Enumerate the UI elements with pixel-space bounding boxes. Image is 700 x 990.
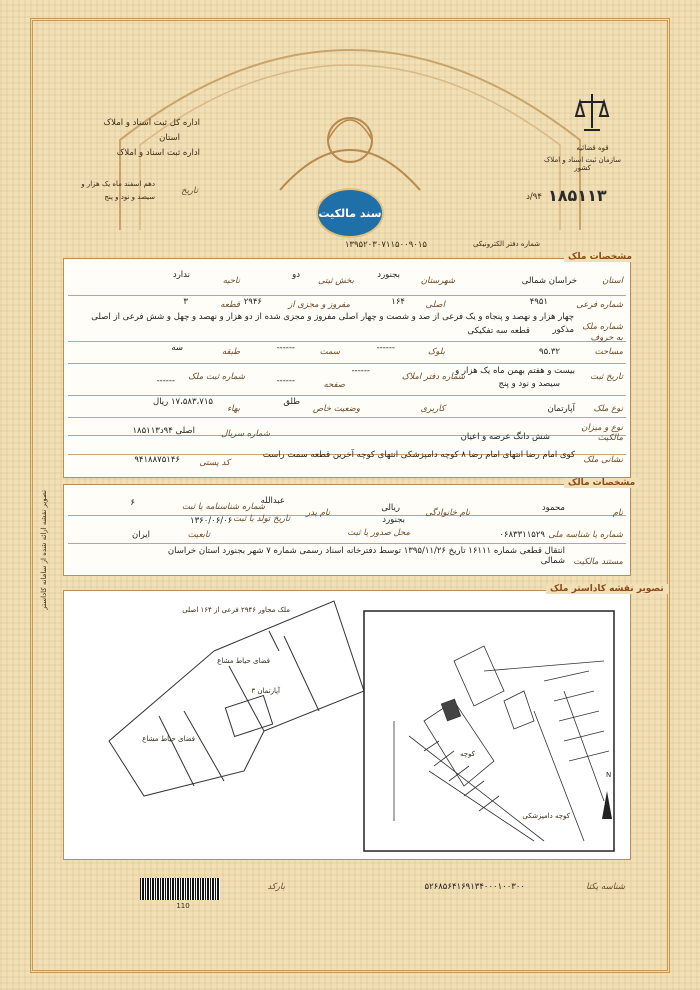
serial-prefix: ۹۴/د [526,192,542,202]
karbari-label: کاربری [420,404,445,414]
codposti-label: کد پستی [199,458,230,468]
plan-label-yard-1: فضای حیاط مشاع [217,657,270,665]
masahat-label: مساحت [594,347,623,357]
tabaghe-label: طبقه [221,347,240,357]
mostanad-value: انتقال قطعی شماره ۱۶۱۱۱ تاریخ ۱۳۹۵/۱۱/۲۶ توسط دفترخانه اسناد رسمی شماره ۷ شهر بجنورد استان خراسان شمالی [167,546,565,566]
tabiat-label: تابعیت [187,530,210,540]
melli-value: ۰۶۸۳۳۱۱۵۲۹ [499,530,545,540]
plan-label-neighbor: ملک مجاور ۲۹۴۶ فرعی از ۱۶۴ اصلی [182,606,290,614]
serial-sanad-label: شماره سریال [221,429,270,439]
masahat-value: ۹۵.۳۲ [539,347,560,357]
plak-label: شماره فرعی [576,300,623,310]
ghete-label: قطعه [220,300,240,310]
sabt-num-value: ------ [156,376,175,386]
nahie-label: ناحیه [222,276,240,286]
sabt-date-label: تاریخ ثبت [590,372,623,382]
codposti-value: ۹۴۱۸۸۷۵۱۴۶ [134,455,180,465]
safhe-value: ------ [276,376,295,386]
block-label: بلوک [427,347,445,357]
sat-label: سمت [319,347,340,357]
e-book-number: ۱۳۹۵۲۰۳۰۷۱۱۵۰۰۹۰۱۵ [344,240,427,250]
shenasname-value: ۶ [130,498,135,508]
sodur-label: محل صدور یا ثبت [347,528,410,538]
baha-label: بهاء [227,404,240,414]
ghete-value: ۳ [183,297,188,307]
state-name: قوه قضائیه [576,144,609,152]
scales-of-justice-icon [572,88,612,138]
plak-fari-value: ۴۹۵۱ [529,297,548,307]
ostan-label: استان [602,276,623,286]
noe-mizan-label: نوع و میزان مالکیت [581,423,623,443]
baha-value: ۱۷،۵۸۳،۷۱۵ ریال [153,397,213,407]
asli-value: ۱۶۴ [391,297,405,307]
nahie-value: ندارد [172,270,190,280]
shahrestan-label: شهرستان [420,276,455,286]
north-arrow-icon [602,791,612,819]
ostan-value: خراسان شمالی [521,276,577,286]
location-map-frame [364,611,614,851]
shahrestan-value: بجنورد [377,270,400,280]
mostanad-label: مستند مالکیت [573,557,623,567]
shenase-label: شناسه یکتا [586,882,625,892]
barcode-number: 110 [176,902,190,910]
issue-date-2: سیصد و نود و پنج [104,193,155,201]
block-value: ------ [376,343,395,353]
shenase-value: ۵۲۶۸۵۶۴۱۶۹۱۳۴۰۰۰۱۰۰۳۰۰ [424,882,525,892]
plan-label-apartment: آپارتمان ۳ [251,687,280,695]
org-line-3: اداره ثبت اسناد و املاک [116,148,200,158]
tavalod-label: تاریخ تولد یا ثبت [232,514,290,524]
barcode-label: بارکد [267,882,285,892]
name-label: نام [612,508,623,518]
daftar-value: ------ [351,366,370,376]
plak-harf-label: شماره ملک به حروف [582,322,623,343]
org-line-2: استان [159,133,180,143]
sat-value: ------ [276,343,295,353]
owner-section-title: مشخصات مالک [564,478,639,488]
plan-label-yard-2: فضای حیاط مشاع [142,735,195,743]
serial-number: ۱۸۵۱۱۳ [548,186,607,205]
serial-sanad-value: اصلی ۹۴د۱۸۵۱۱۳ [132,426,195,436]
vaziat-value: طلق [283,397,300,407]
melli-label: شماره یا شناسه ملی [548,530,623,540]
sodur-value: بجنورد [382,515,405,525]
noe-mizan-value: شش دانگ عرصه و اعیان [460,432,550,442]
e-book-label: شماره دفتر الکترونیکی [472,240,540,248]
family-value: ریالی [381,503,400,513]
neshani-label: نشانی ملک [583,455,623,465]
property-description: چهار هزار و نهصد و پنجاه و یک فرعی از صد و شصت و چهار اصلی مفروز و مجزی شده از دو هزار و نهصد و چهل و شش فرعی از اصلی مذکور [91,312,574,335]
state-org: سازمان ثبت اسناد و املاک کشور [544,156,621,172]
tavalod-value: ۱۳۶۰/۰۶/۰۶ [190,516,233,526]
sabt-date-1: بیست و هفتم بهمن ماه یک هزار و [455,366,575,376]
plan-section-title: تصویر نقشه کاداستر ملک [546,584,668,594]
sabt-date-2: سیصد و نود و پنج [498,379,560,389]
side-note: تصویر نقشه ارائه شده از سامانه کاداستر [40,490,48,610]
bakhsh-label: بخش ثبتی [318,276,354,286]
barcode-image [140,878,220,900]
neshani-value: کوی امام رضا انتهای امام رضا ۸ کوچه دامپزشکی انتهای کوچه آخرین قطعه سمت راست [262,450,575,460]
shenasname-label: شماره شناسنامه یا ثبت [181,502,265,512]
noe-label: نوع ملک [593,404,623,414]
name-value: محمود [541,503,565,513]
asli-label: اصلی [425,300,445,310]
safhe-label: صفحه [323,380,345,390]
org-line-1: اداره کل ثبت اسناد و املاک [103,118,200,128]
vaziat-label: وضعیت خاص [312,404,360,414]
north-label: N [606,771,612,779]
property-description-2: قطعه سه تفکیکی [467,326,530,336]
bakhsh-value: دو [292,270,300,280]
date-label: تاریخ [181,186,198,196]
noe-value: آپارتمان [547,404,575,414]
father-label: نام پدر [306,508,330,518]
property-section-title: مشخصات ملک [564,252,636,262]
issue-date-1: دهم اسفند ماه یک هزار و [81,180,155,188]
parcel-plan-drawing [109,601,364,796]
mafruz-value: ۲۹۴۶ [243,297,262,307]
father-value: عبدالله [260,496,285,506]
family-label: نام خانوادگی [425,508,470,518]
mafruz-label: مفروز و مجزی از [288,300,350,310]
doc-title-emblem: سند مالکیت [316,188,384,238]
tabaghe-value: سه [171,343,183,353]
daftar-label: شماره دفتر املاک [401,372,465,382]
map-label-street: کوچه دامپزشکی [522,812,570,820]
tabiat-value: ایران [131,530,150,540]
sabt-num-label: شماره ثبت ملک [188,372,245,382]
map-label-alley: کوچه [459,750,475,758]
